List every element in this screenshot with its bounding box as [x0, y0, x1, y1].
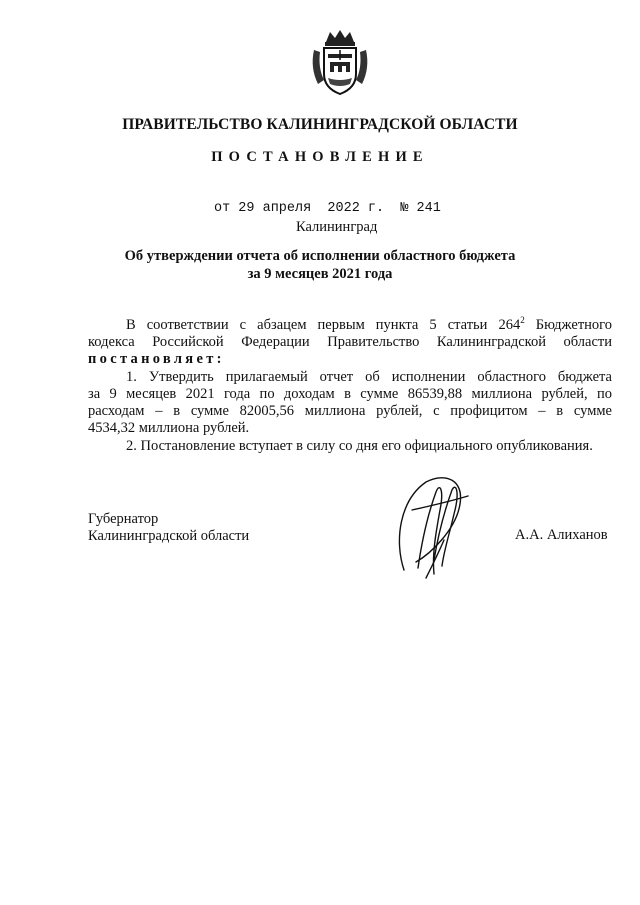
paragraph-1-line-1 — [88, 317, 612, 334]
paragraph-1-text-end: Бюджетного — [524, 317, 613, 333]
paragraph-2-line-2: за 9 месяцев 2021 года по доходам в сумме 86539,88 миллиона рублей, по — [88, 386, 612, 402]
article-superscript: 2 — [520, 315, 525, 326]
document-type: ПОСТАНОВЛЕНИЕ — [211, 149, 429, 165]
city: Калининград — [296, 219, 378, 235]
paragraph-3: 2. Постановление вступает в силу со дня его официального опубликования. — [126, 438, 593, 454]
paragraph-1-text: В соответствии с абзацем первым пункта 5 статьи 264 — [126, 317, 521, 333]
date-and-number: от 29 апреля 2022 г. № 241 — [214, 201, 441, 216]
paragraph-2-line-1: 1. Утвердить прилагаемый отчет об исполнении областного бюджета — [126, 369, 612, 385]
paragraph-1-line-3: постановляет: — [88, 351, 225, 367]
paragraph-2-line-4: 4534,32 миллиона рублей. — [88, 420, 250, 436]
subject-line-1: Об утверждении отчета об исполнении областного бюджета — [124, 248, 516, 264]
handwritten-signature-icon — [386, 470, 482, 582]
signatory-role-line-2: Калининградской области — [88, 528, 250, 544]
government-title: ПРАВИТЕЛЬСТВО КАЛИНИНГРАДСКОЙ ОБЛАСТИ — [122, 116, 518, 133]
kaliningrad-coat-of-arms-icon — [306, 28, 374, 96]
signatory-role-line-1: Губернатор — [88, 511, 159, 527]
signatory-name: А.А. Алиханов — [515, 527, 608, 543]
paragraph-2-line-3: расходам – в сумме 82005,56 миллиона рублей, с профицитом – в сумме — [88, 403, 612, 419]
paragraph-1-line-2: кодекса Российской Федерации Правительство Калининградской области — [88, 334, 612, 350]
subject-line-2: за 9 месяцев 2021 года — [247, 266, 393, 282]
